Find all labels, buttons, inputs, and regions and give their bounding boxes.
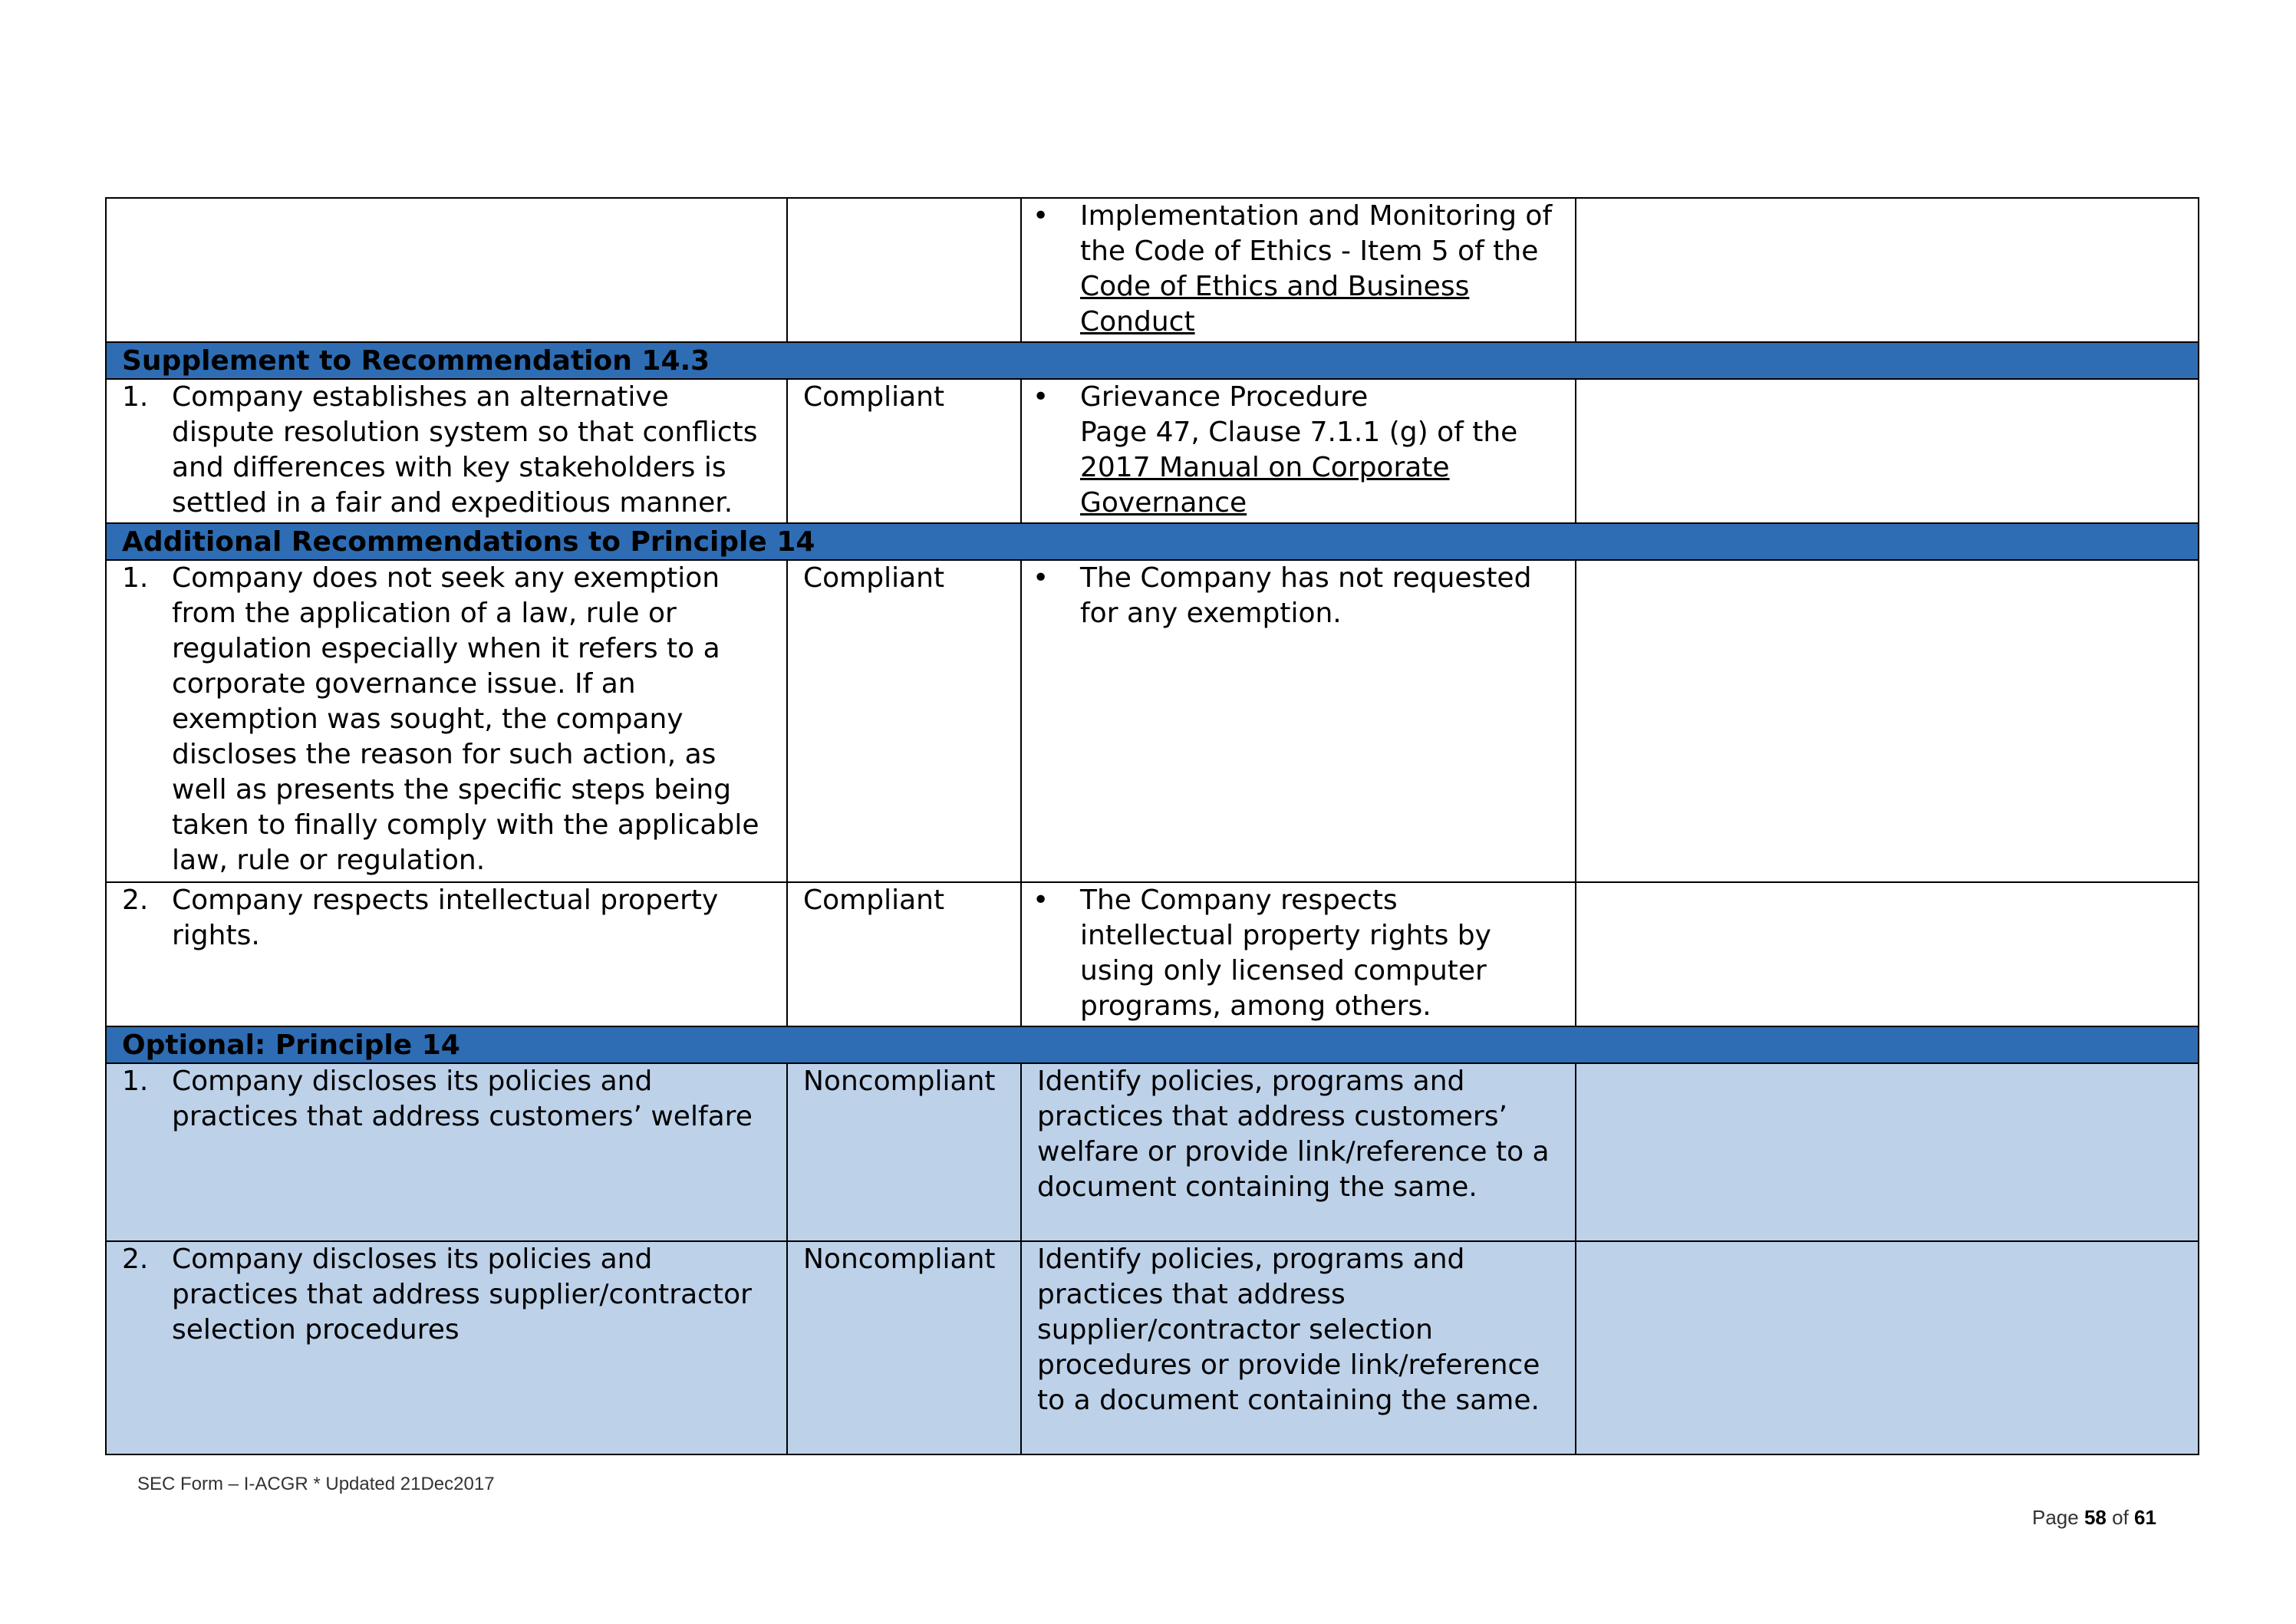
bullet-icon: •: [1033, 381, 1049, 413]
compliance-status: Noncompliant: [803, 1066, 996, 1097]
recommendation-cell: [106, 379, 787, 523]
explanation-cell: [1576, 882, 2199, 1026]
table-row: [106, 198, 2199, 342]
status-cell: [787, 1241, 1021, 1454]
compliance-status: Compliant: [803, 381, 945, 413]
page-word: Page: [2032, 1506, 2079, 1529]
evidence-text: Implementation and Monitoring of: [1080, 200, 1553, 232]
total-pages: 61: [2134, 1506, 2156, 1529]
section-title: Supplement to Recommendation 14.3: [106, 342, 2199, 379]
evidence-text: The Company has not requested for any exemption.: [1080, 562, 1532, 629]
recommendation-cell: [106, 198, 787, 342]
evidence-text: Grievance Procedure: [1080, 381, 1369, 413]
of-word: of: [2112, 1506, 2129, 1529]
section-header-row: [106, 342, 2199, 379]
recommendation-cell: [106, 1063, 787, 1241]
form-footer: SEC Form – I-ACGR * Updated 21Dec2017: [137, 1474, 495, 1494]
evidence-cell: [1021, 1063, 1576, 1241]
section-header-row: [106, 1026, 2199, 1063]
item-number: 2.: [122, 1244, 149, 1275]
explanation-cell: [1576, 1063, 2199, 1241]
evidence-cell: [1021, 379, 1576, 523]
explanation-cell: [1576, 198, 2199, 342]
recommendation-cell: [106, 560, 787, 882]
status-cell: [787, 379, 1021, 523]
evidence-cell: [1021, 198, 1576, 342]
recommendation-text: Company does not seek any exemption from the application of a law, rule or regulation especially when it refers to a corporate governance issue. If an exemption was sought, the company discloses the reason for such action, as well as presents the specific steps being taken to finally comply with the applicable law, rule or regulation.: [172, 562, 759, 876]
section-title: Optional: Principle 14: [106, 1026, 2199, 1063]
recommendation-text: Company discloses its policies and practices that address supplier/contractor selection procedures: [172, 1244, 752, 1346]
recommendation-cell: [106, 1241, 787, 1454]
evidence-cell: [1021, 560, 1576, 882]
explanation-cell: [1576, 560, 2199, 882]
status-cell: [787, 882, 1021, 1026]
table-row: [106, 882, 2199, 1026]
bullet-icon: •: [1033, 200, 1049, 232]
bullet-icon: •: [1033, 884, 1049, 916]
explanation-cell: [1576, 1241, 2199, 1454]
acgr-compliance-table: [105, 197, 2199, 1455]
compliance-status: Noncompliant: [803, 1244, 996, 1275]
item-number: 1.: [122, 381, 149, 413]
item-number: 2.: [122, 884, 149, 916]
explanation-cell: [1576, 379, 2199, 523]
evidence-text: Page 47, Clause 7.1.1 (g) of the: [1080, 417, 1518, 448]
status-cell: [787, 560, 1021, 882]
evidence-bullet: [1022, 883, 1575, 1024]
recommendation-text: Company establishes an alternative dispute resolution system so that conflicts and differences with key stakeholders is settled in a fair and expeditious manner.: [172, 381, 758, 519]
compliance-status: Compliant: [803, 884, 945, 916]
evidence-cell: [1021, 1241, 1576, 1454]
code-of-ethics-link[interactable]: Code of Ethics and Business Conduct: [1080, 271, 1470, 338]
status-cell: [787, 198, 1021, 342]
table-row: [106, 560, 2199, 882]
section-title: Additional Recommendations to Principle 14: [106, 523, 2199, 560]
table-row: [106, 1063, 2199, 1241]
status-cell: [787, 1063, 1021, 1241]
evidence-cell: [1021, 882, 1576, 1026]
bullet-icon: •: [1033, 562, 1049, 594]
recommendation-text: Company discloses its policies and practices that address customers’ welfare: [172, 1066, 753, 1132]
evidence-bullet: [1022, 380, 1575, 521]
evidence-text: The Company respects intellectual property rights by using only licensed computer programs, among others.: [1080, 884, 1491, 1022]
evidence-text: Identify policies, programs and practices that address supplier/contractor selection procedures or provide link/reference to a document containing the same.: [1037, 1244, 1540, 1416]
table-row: [106, 379, 2199, 523]
evidence-text: Identify policies, programs and practices that address customers’ welfare or provide link/reference to a document containing the same.: [1037, 1066, 1550, 1203]
table-row: [106, 1241, 2199, 1454]
page-number: [2032, 1506, 2156, 1530]
section-header-row: [106, 523, 2199, 560]
evidence-text: the Code of Ethics - Item 5 of the: [1080, 236, 1539, 267]
recommendation-text: Company respects intellectual property rights.: [172, 884, 719, 951]
item-number: 1.: [122, 562, 149, 594]
item-number: 1.: [122, 1066, 149, 1097]
manual-on-corporate-governance-link[interactable]: 2017 Manual on Corporate Governance: [1080, 452, 1450, 519]
evidence-bullet: [1022, 199, 1575, 340]
current-page: 58: [2084, 1506, 2107, 1529]
recommendation-cell: [106, 882, 787, 1026]
compliance-status: Compliant: [803, 562, 945, 594]
evidence-bullet: [1022, 561, 1575, 631]
